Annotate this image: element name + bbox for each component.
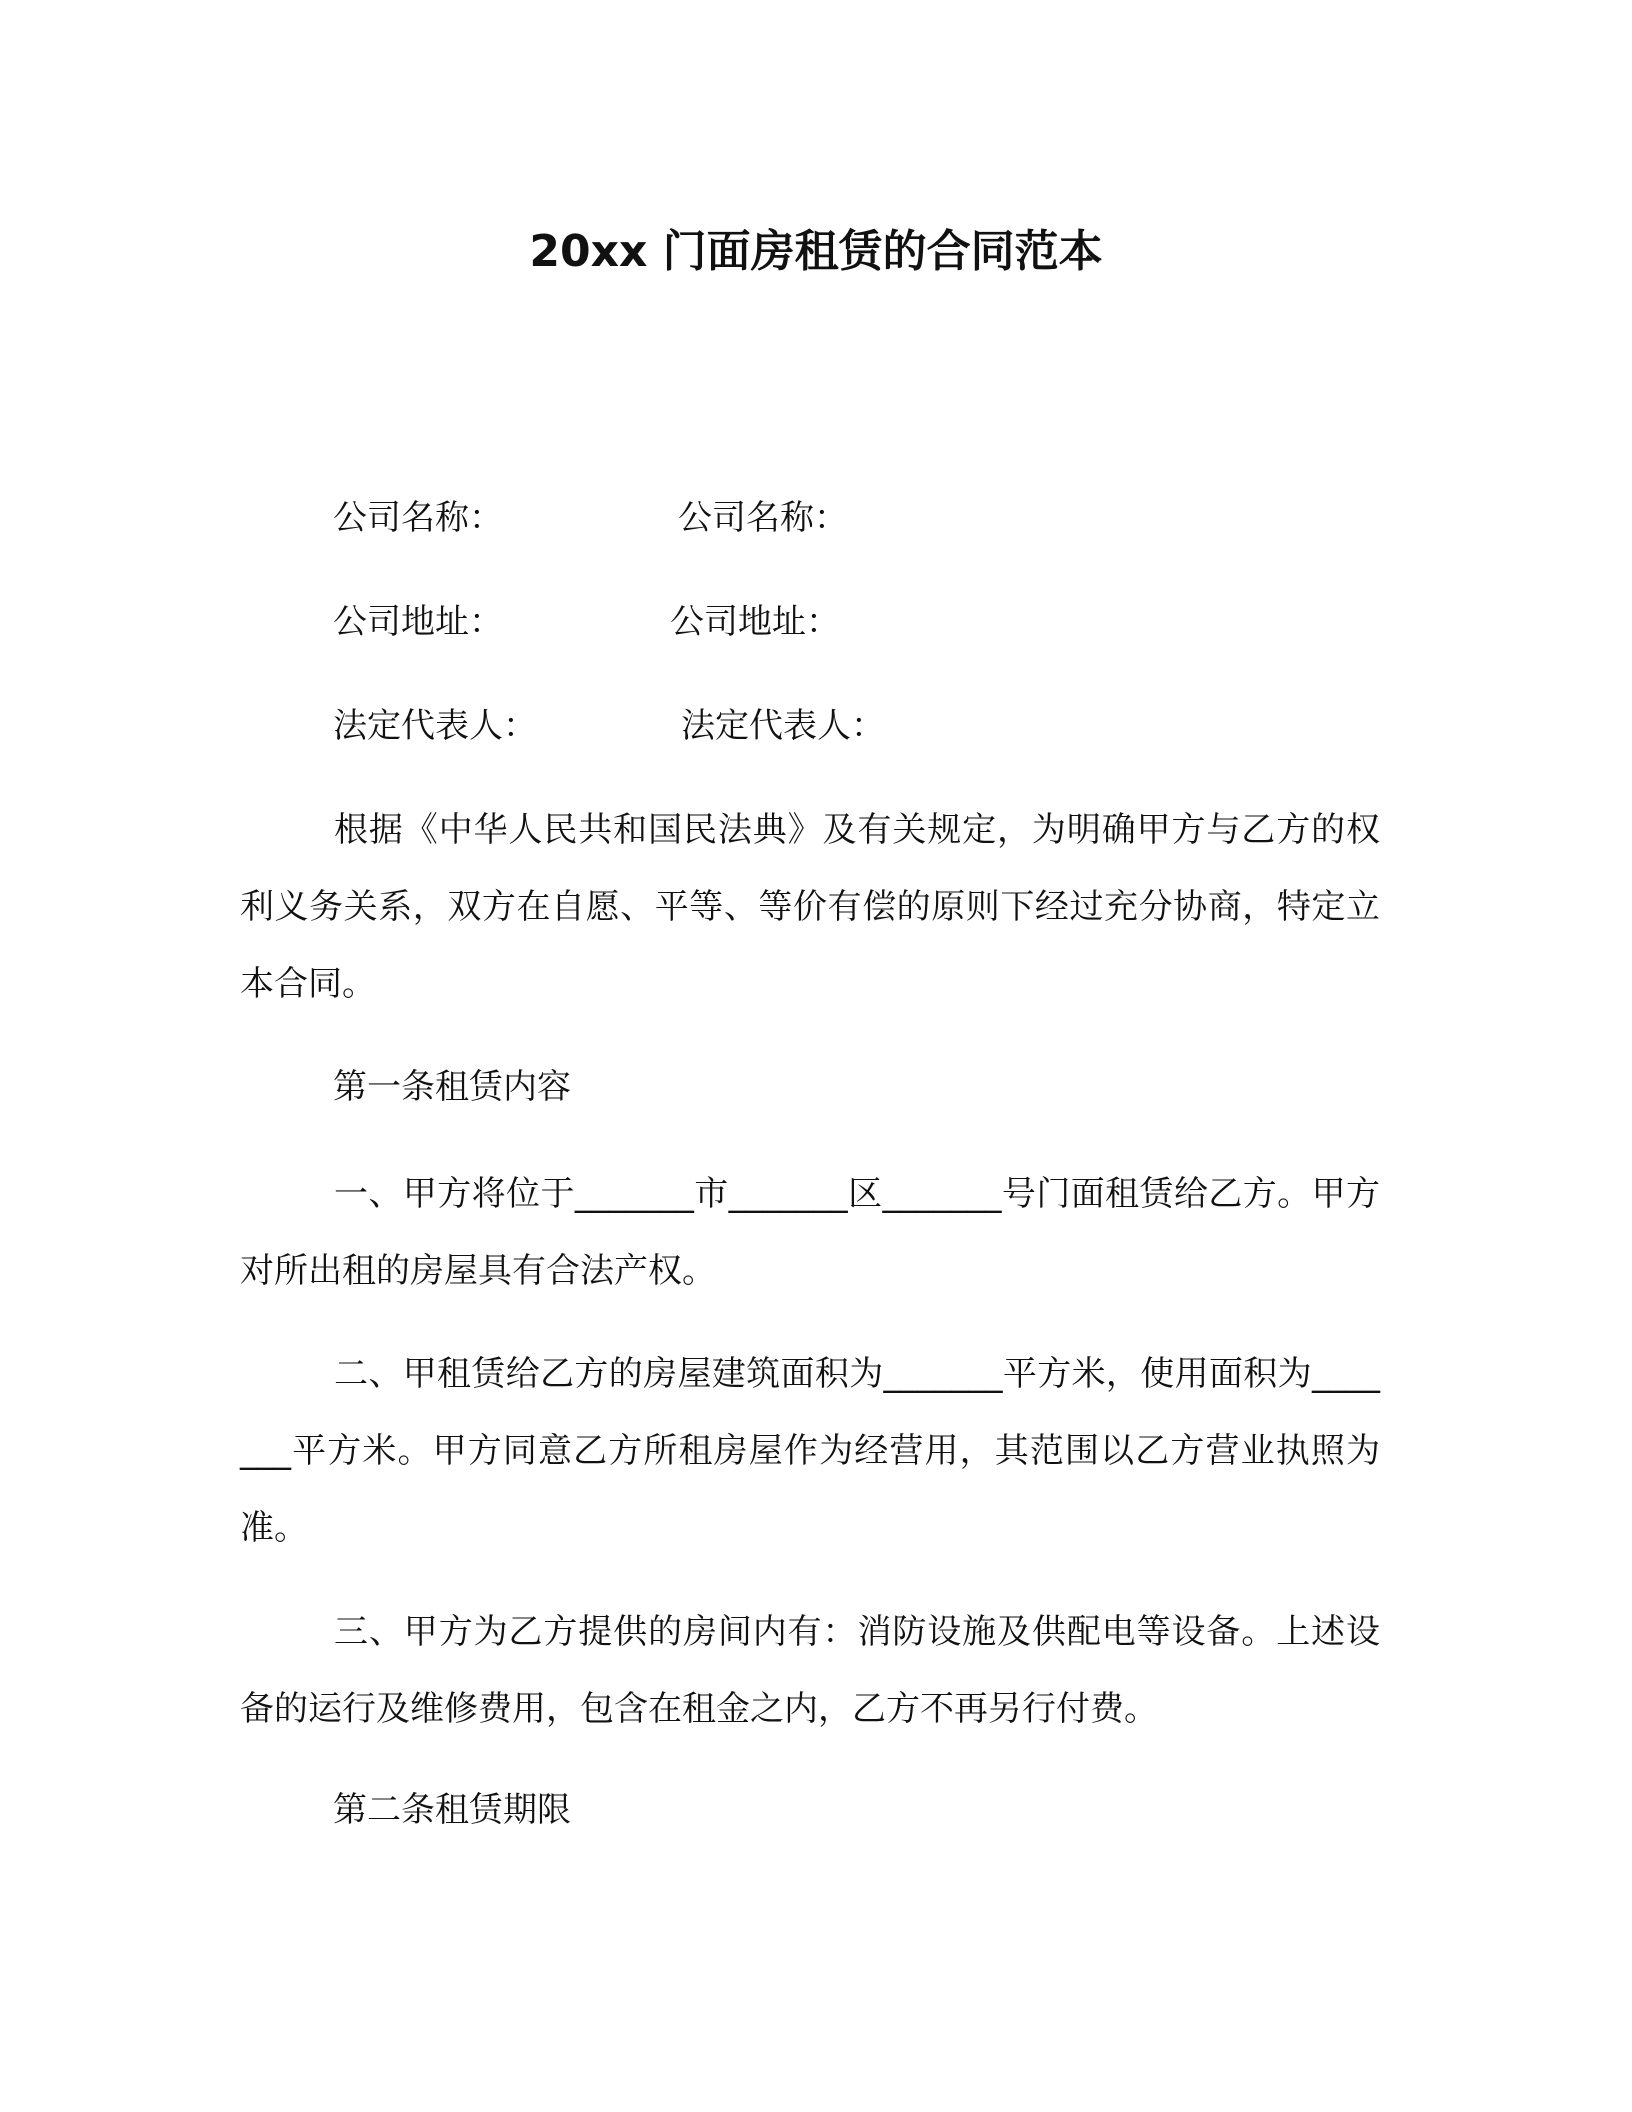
party-a-company-name-label: 公司名称： [333, 498, 503, 538]
preamble-paragraph: 根据《中华人民共和国民法典》及有关规定，为明确甲方与乙方的权利义务关系，双方在自愿、平等、等价有偿的原则下经过充分协商，特定立本合同。 [240, 810, 1380, 1004]
party-row-company-name [333, 493, 848, 543]
party-b-company-address-label: 公司地址： [670, 602, 840, 642]
article-1-heading: 第一条租赁内容 [333, 1067, 571, 1107]
party-a-company-address-label: 公司地址： [333, 602, 503, 642]
article-1-clause-2: 二、甲租赁给乙方的房屋建筑面积为_______平方米，使用面积为_______平方米。甲方同意乙方所租房屋作为经营用，其范围以乙方营业执照为准。 [240, 1354, 1380, 1548]
document-title: 20xx 门面房租赁的合同范本 [529, 226, 1103, 277]
article-2-heading: 第二条租赁期限 [333, 1790, 571, 1830]
article-1-clause-3: 三、甲方为乙方提供的房间内有：消防设施及供配电等设备。上述设备的运行及维修费用，包含在租金之内，乙方不再另行付费。 [240, 1612, 1380, 1729]
party-row-company-address [333, 597, 840, 647]
party-b-legal-representative-label: 法定代表人： [681, 706, 885, 746]
party-b-company-name-label: 公司名称： [678, 498, 848, 538]
party-row-legal-representative [333, 701, 885, 751]
article-1-clause-1: 一、甲方将位于_______市_______区_______号门面租赁给乙方。甲方对所出租的房屋具有合法产权。 [240, 1174, 1380, 1291]
party-a-legal-representative-label: 法定代表人： [333, 706, 537, 746]
